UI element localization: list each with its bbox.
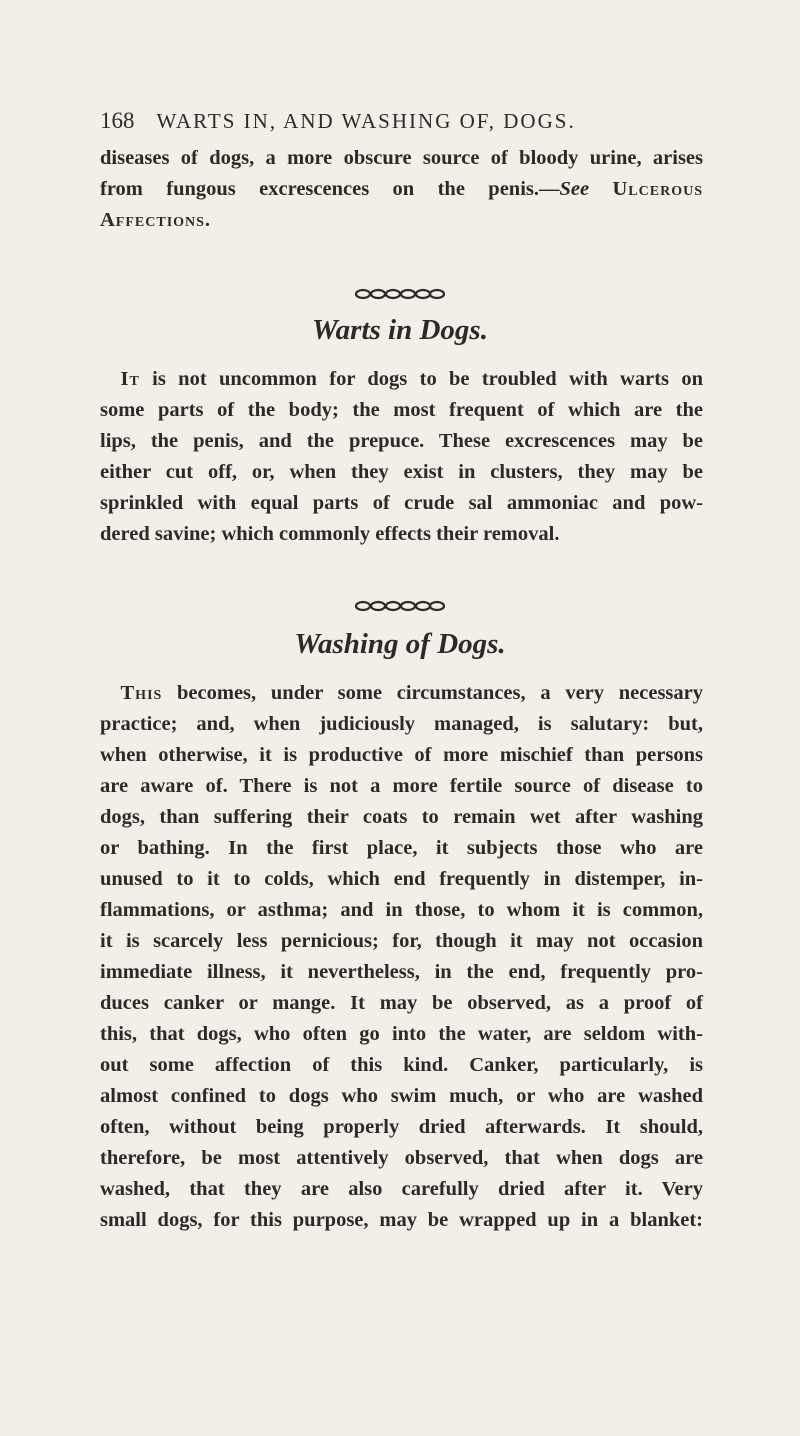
chain-ornament <box>355 600 445 612</box>
text-line: out some affection of this kind. Canker, particularly, is <box>100 1054 703 1076</box>
text-line <box>100 205 703 236</box>
text-line: lips, the penis, and the prepuce. These excrescences may be <box>100 430 703 452</box>
section-title: Washing of Dogs. <box>294 628 506 660</box>
page-number: 168 <box>100 108 135 133</box>
text-line: diseases of dogs, a more obscure source of bloody urine, arises <box>100 147 703 169</box>
see-word: See <box>559 178 590 200</box>
first-word: It <box>120 368 140 390</box>
text-line <box>100 364 703 395</box>
text-line: dered savine; which commonly effects their removal. <box>100 523 560 545</box>
first-word: This <box>120 682 163 704</box>
text-line: some parts of the body; the most frequent of which are the <box>100 399 703 421</box>
text-line: or bathing. In the first place, it subjects those who are <box>100 837 703 859</box>
running-title: WARTS IN, AND WASHING OF, DOGS. <box>156 109 576 133</box>
text-line: washed, that they are also carefully dried after it. Very <box>100 1178 703 1200</box>
text-line: sprinkled with equal parts of crude sal ammoniac and pow- <box>100 492 703 514</box>
text-line: when otherwise, it is productive of more mischief than persons <box>100 744 703 766</box>
text-line-part: becomes, under some circumstances, a very necessary <box>162 682 703 704</box>
section-title: Warts in Dogs. <box>312 314 488 346</box>
text-line: unused to it to colds, which end frequently in distemper, in- <box>100 868 703 890</box>
chain-ornament <box>355 288 445 300</box>
text-line: practice; and, when judiciously managed, is salutary: but, <box>100 713 703 735</box>
text-line-part: is not uncommon for dogs to be troubled with warts on <box>139 368 703 390</box>
intro-paragraph <box>100 143 703 236</box>
text-line <box>100 174 703 205</box>
cross-reference: Affections. <box>100 209 212 231</box>
text-line: almost confined to dogs who swim much, or who are washed <box>100 1085 703 1107</box>
text-line: immediate illness, it nevertheless, in the end, frequently pro- <box>100 961 703 983</box>
text-line: dogs, than suffering their coats to remain wet after washing <box>100 806 703 828</box>
text-line <box>100 678 703 709</box>
text-line: small dogs, for this purpose, may be wrapped up in a blanket: <box>100 1209 703 1231</box>
text-line-part: from fungous excrescences on the penis.— <box>100 178 560 200</box>
text-line: it is scarcely less pernicious; for, though it may not occasion <box>100 930 703 952</box>
text-line: duces canker or mange. It may be observed, as a proof of <box>100 992 703 1014</box>
section-paragraph <box>100 364 703 550</box>
text-line: either cut off, or, when they exist in clusters, they may be <box>100 461 703 483</box>
text-line: therefore, be most attentively observed, that when dogs are <box>100 1147 703 1169</box>
text-line: flammations, or asthma; and in those, to whom it is common, <box>100 899 703 921</box>
text-line: are aware of. There is not a more fertile source of disease to <box>100 775 703 797</box>
section-paragraph <box>100 678 703 1236</box>
running-header <box>100 108 700 134</box>
text-line: often, without being properly dried afterwards. It should, <box>100 1116 703 1138</box>
text-line: this, that dogs, who often go into the water, are seldom with- <box>100 1023 703 1045</box>
cross-reference: Ulcerous <box>612 178 703 200</box>
